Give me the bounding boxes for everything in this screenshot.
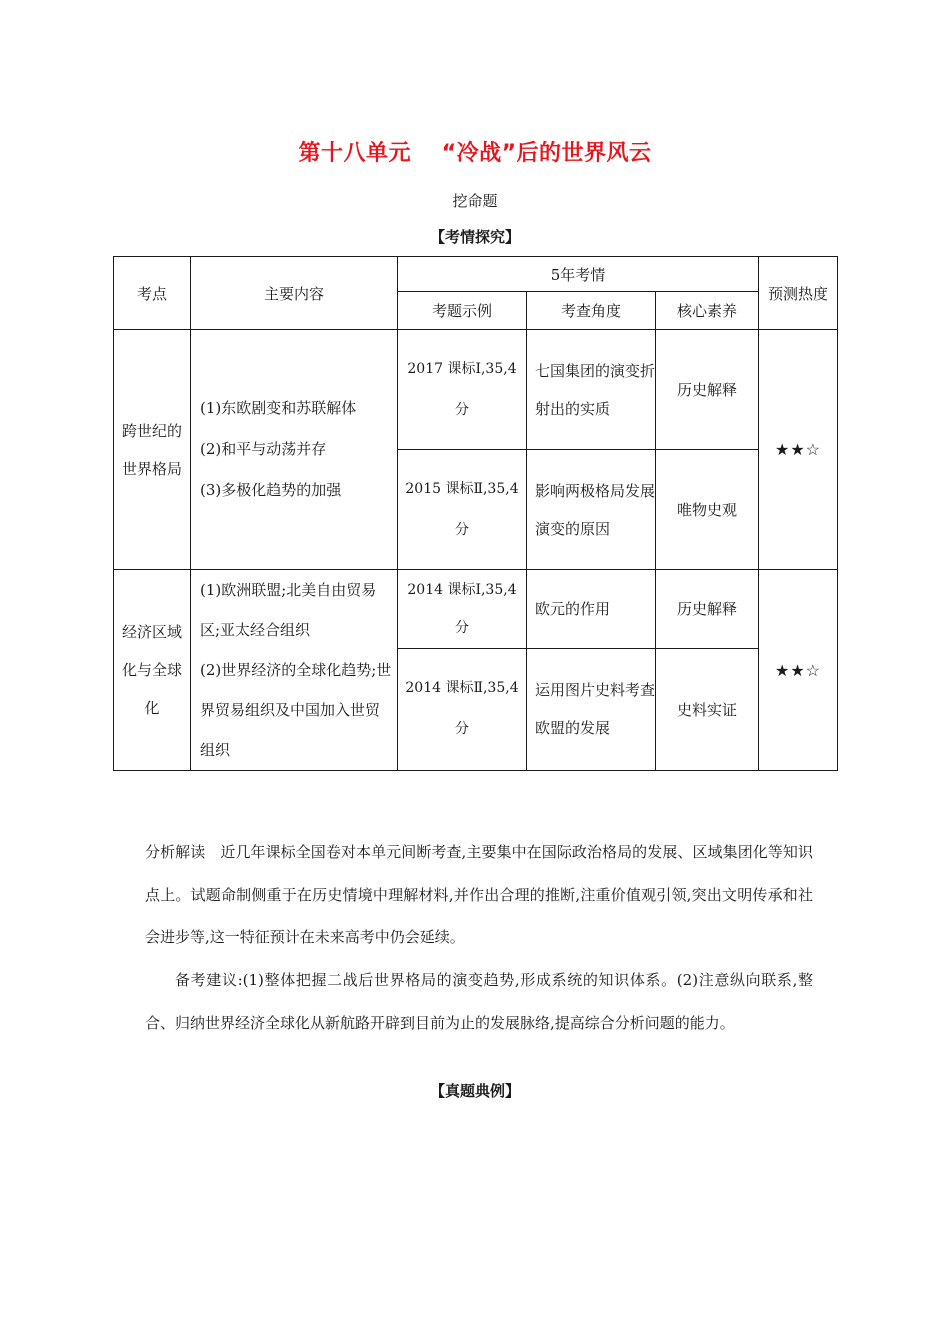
- kaodian-cell: 经济区域化与全球化: [114, 570, 191, 771]
- exam-score-unit: 分: [455, 521, 469, 538]
- content-item: (2)世界经济的全球化趋势;世界贸易组织及中国加入世贸组织: [200, 661, 392, 759]
- content-cell: [191, 330, 398, 570]
- header-example: 考题示例: [398, 292, 527, 330]
- literacy-cell: 史料实证: [656, 648, 759, 770]
- literacy-cell: 唯物史观: [656, 450, 759, 570]
- header-literacy: 核心素养: [656, 292, 759, 330]
- subtitle: 挖命题: [452, 192, 498, 210]
- exam-source: 2015 课标Ⅱ,35,4: [405, 480, 519, 497]
- exam-score-unit: 分: [455, 619, 469, 636]
- exam-example-cell: [398, 450, 527, 570]
- literacy-cell: 历史解释: [656, 330, 759, 450]
- angle-cell: 影响两极格局发展演变的原因: [527, 450, 656, 570]
- table-row: [114, 570, 838, 649]
- exam-source: 2014 课标Ⅱ,35,4: [405, 680, 519, 697]
- content-item: (3)多极化趋势的加强: [200, 481, 342, 499]
- section-heading-real-examples: 【真题典例】: [429, 1082, 520, 1100]
- header-kaodian: 考点: [114, 257, 191, 330]
- table-row: [114, 330, 838, 450]
- angle-cell: 七国集团的演变折射出的实质: [527, 330, 656, 450]
- exam-example-cell: [398, 570, 527, 649]
- exam-example-cell: [398, 648, 527, 770]
- content-item: (1)欧洲联盟;北美自由贸易区;亚太经合组织: [200, 581, 377, 639]
- exam-source: 2017 课标Ⅰ,35,4: [407, 360, 517, 377]
- section-heading-exam-analysis: 【考情探究】: [429, 228, 520, 246]
- header-angle: 考查角度: [527, 292, 656, 330]
- exam-analysis-table: [113, 256, 837, 771]
- exam-source: 2014 课标Ⅰ,35,4: [407, 581, 517, 598]
- content-cell: [191, 570, 398, 771]
- header-five-year: 5年考情: [398, 257, 759, 292]
- literacy-cell: 历史解释: [656, 570, 759, 649]
- content-item: (2)和平与动荡并存: [200, 440, 327, 458]
- angle-cell: 运用图片史料考查欧盟的发展: [527, 648, 656, 770]
- exam-example-cell: [398, 330, 527, 450]
- angle-cell: 欧元的作用: [527, 570, 656, 649]
- analysis-paragraph: 分析解读 近几年课标全国卷对本单元间断考查,主要集中在国际政治格局的发展、区域集团化等知识点上。试题命制侧重于在历史情境中理解材料,并作出合理的推断,注重价值观引领,突出文明传承和社会进步等,这一特征预计在未来高考中仍会延续。: [145, 843, 813, 946]
- heat-rating: ★★☆: [759, 570, 838, 771]
- kaodian-cell: 跨世纪的世界格局: [114, 330, 191, 570]
- heat-rating: ★★☆: [759, 330, 838, 570]
- exam-score-unit: 分: [455, 401, 469, 418]
- content-item: (1)东欧剧变和苏联解体: [200, 399, 357, 417]
- header-heat: 预测热度: [759, 257, 838, 330]
- exam-score-unit: 分: [455, 721, 469, 738]
- header-content: 主要内容: [191, 257, 398, 330]
- page-title: 第十八单元 “冷战”后的世界风云: [298, 141, 652, 166]
- advice-paragraph: 备考建议:(1)整体把握二战后世界格局的演变趋势,形成系统的知识体系。(2)注意纵向联系,整合、归纳世界经济全球化从新航路开辟到目前为止的发展脉络,提高综合分析问题的能力。: [145, 971, 813, 1032]
